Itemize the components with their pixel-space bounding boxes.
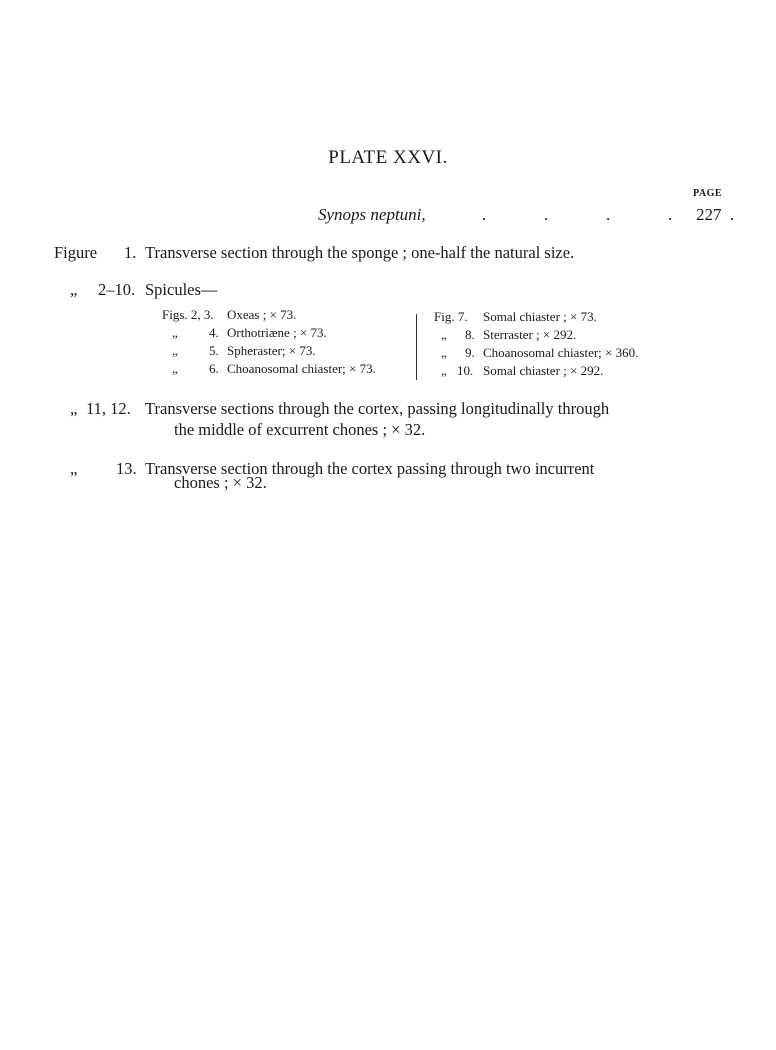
figure-11-number: 11, 12. bbox=[86, 399, 131, 418]
spicule-left-caption: Orthotriæne ; × 73. bbox=[227, 325, 327, 340]
species-page-number: 227 bbox=[696, 205, 722, 224]
spicule-right-number: 8. bbox=[465, 327, 475, 342]
spicule-right-ditto: „ bbox=[441, 363, 447, 378]
figure-13-caption: Transverse section through the cortex passing through two incurrent bbox=[145, 459, 595, 478]
figure-11-ditto: „ bbox=[70, 399, 78, 418]
figure-13-number: 13. bbox=[116, 459, 137, 478]
spicule-left-caption: Spheraster; × 73. bbox=[227, 343, 316, 358]
spicule-right-caption: Sterraster ; × 292. bbox=[483, 327, 577, 342]
figure-13-caption-cont: chones ; × 32. bbox=[174, 473, 267, 492]
leader-dot: . bbox=[482, 205, 487, 224]
spicule-right-caption: Somal chiaster ; × 73. bbox=[483, 309, 597, 324]
figure-11-caption-cont: the middle of excurrent chones ; × 32. bbox=[174, 420, 426, 439]
column-divider bbox=[416, 314, 417, 380]
spicule-left-ditto: „ bbox=[172, 325, 178, 340]
figure-11-caption: Transverse sections through the cortex, passing longitudinally through bbox=[145, 399, 610, 418]
figure-1-caption: Transverse section through the sponge ; one-half the natural size. bbox=[145, 243, 575, 262]
spicule-right-number: 9. bbox=[465, 345, 475, 360]
spicule-right-ditto: „ bbox=[441, 345, 447, 360]
spicule-left-number: Figs. 2, 3. bbox=[162, 307, 214, 322]
figure-2-caption: Spicules— bbox=[145, 280, 218, 299]
species-name: Synops neptuni, bbox=[318, 205, 426, 224]
leader-dot: . bbox=[606, 205, 611, 224]
spicule-left-number: 6. bbox=[209, 361, 219, 376]
page-column-label: PAGE bbox=[693, 188, 723, 199]
spicule-right-number: Fig. 7. bbox=[434, 309, 468, 324]
leader-dot: . bbox=[544, 205, 549, 224]
spicule-right-ditto: „ bbox=[441, 327, 447, 342]
leader-dots bbox=[482, 205, 776, 225]
figure-1-label: Figure bbox=[54, 243, 98, 262]
figure-13-ditto: „ bbox=[70, 459, 78, 478]
spicule-left-ditto: „ bbox=[172, 343, 178, 358]
spicule-left-number: 5. bbox=[209, 343, 219, 358]
spicule-left-caption: Choanosomal chiaster; × 73. bbox=[227, 361, 376, 376]
spicule-left-number: 4. bbox=[209, 325, 219, 340]
spicule-right-caption: Somal chiaster ; × 292. bbox=[483, 363, 604, 378]
plate-title: PLATE XXVI. bbox=[328, 147, 448, 168]
spicule-left-ditto: „ bbox=[172, 361, 178, 376]
spicule-right-number: 10. bbox=[457, 363, 474, 378]
figure-2-number: 2–10. bbox=[98, 280, 136, 299]
leader-dot: . bbox=[668, 205, 673, 224]
leader-dot: . bbox=[730, 205, 735, 224]
spicule-right-caption: Choanosomal chiaster; × 360. bbox=[483, 345, 639, 360]
figure-2-ditto: „ bbox=[70, 280, 78, 299]
figure-1-number: 1. bbox=[124, 243, 137, 262]
spicule-left-caption: Oxeas ; × 73. bbox=[227, 307, 297, 322]
